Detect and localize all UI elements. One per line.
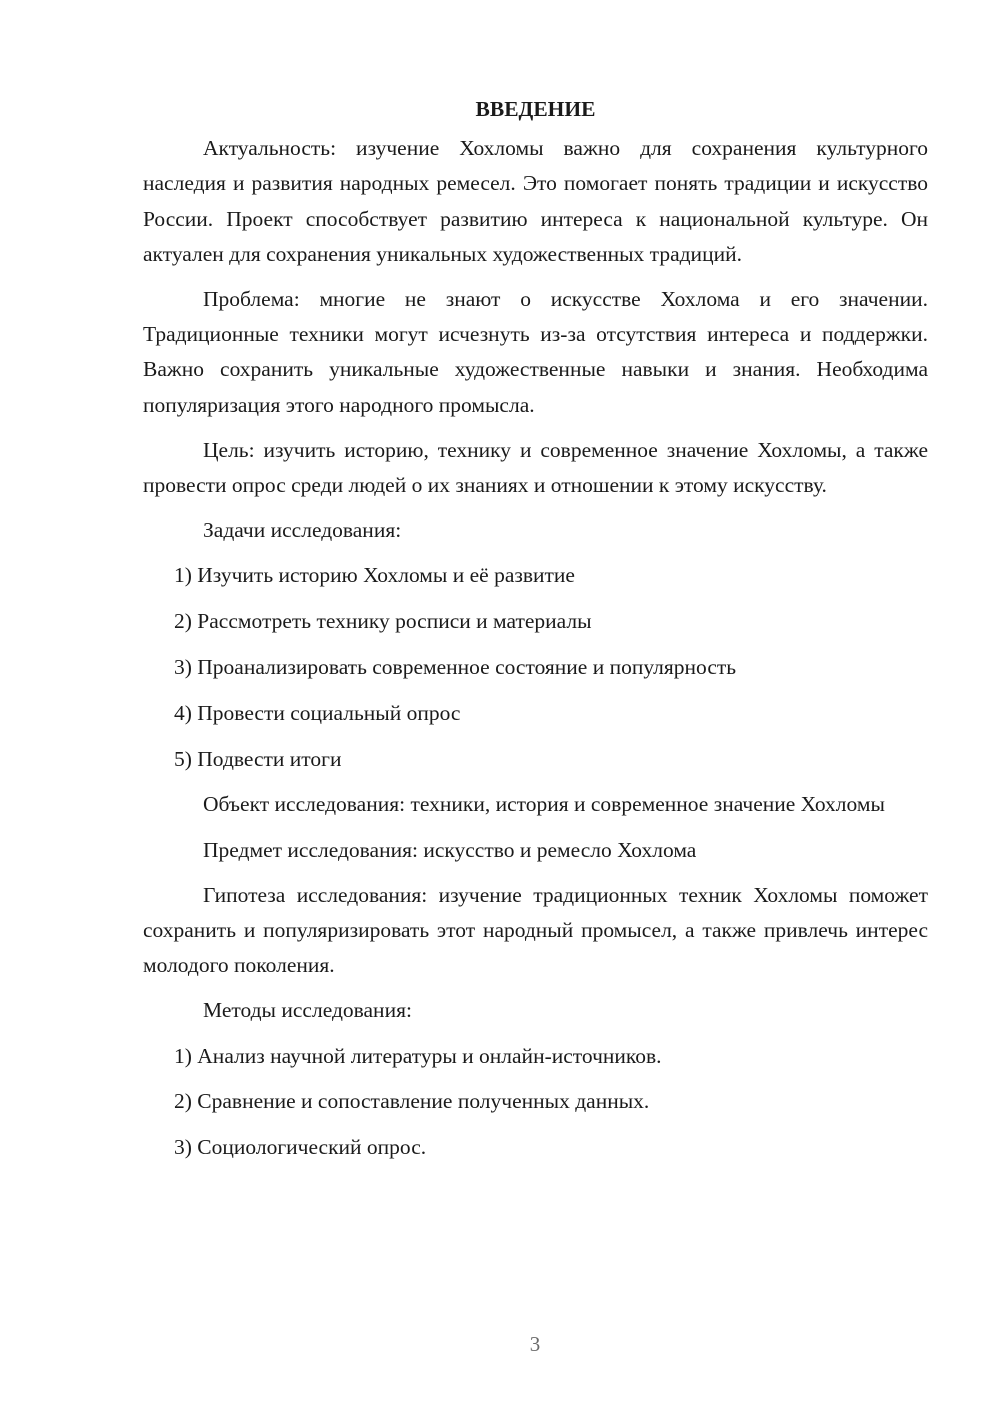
problem-paragraph: Проблема: многие не знают о искусстве Хохлома и его значении. Традиционные техники могут исчезнуть из-за отсутствия интереса и поддержки. Важно сохранить уникальные художественные навыки и знания. Необходима популяризация этого народного промысла. — [143, 287, 928, 417]
list-item: 3) Социологический опрос. — [174, 1135, 427, 1160]
goal-paragraph: Цель: изучить историю, технику и современное значение Хохломы, а также провести опрос среди людей о их знаниях и отношении к этому искусству. — [143, 437, 928, 498]
tasks-list — [143, 558, 928, 776]
list-item: 4) Провести социальный опрос — [174, 700, 461, 725]
list-item: 1) Анализ научной литературы и онлайн-источников. — [174, 1043, 662, 1068]
list-item: 5) Подвести итоги — [174, 746, 342, 771]
list-item: 1) Изучить историю Хохломы и её развитие — [174, 563, 575, 588]
list-item: 3) Проанализировать современное состояние и популярность — [174, 655, 737, 680]
page-number: 3 — [529, 1332, 541, 1356]
relevance-paragraph: Актуальность: изучение Хохломы важно для сохранения культурного наследия и развития народных ремесел. Это помогает понять традиции и искусство России. Проект способствует развитию интереса к национальной культуре. Он актуален для сохранения уникальных художественных традиций. — [143, 136, 928, 266]
tasks-heading: Задачи исследования: — [203, 518, 402, 543]
hypothesis-paragraph: Гипотеза исследования: изучение традиционных техник Хохломы поможет сохранить и популяризировать этот народный промысел, а также привлечь интерес молодого поколения. — [143, 882, 928, 978]
subject-paragraph: Предмет исследования: искусство и ремесло Хохлома — [203, 837, 697, 862]
methods-list — [143, 1039, 928, 1166]
methods-heading: Методы исследования: — [203, 998, 412, 1023]
list-item: 2) Сравнение и сопоставление полученных данных. — [174, 1089, 650, 1114]
list-item: 2) Рассмотреть технику росписи и материалы — [174, 609, 592, 634]
object-paragraph: Объект исследования: техники, история и современное значение Хохломы — [203, 792, 885, 817]
section-title: ВВЕДЕНИЕ — [475, 97, 596, 121]
document-page — [143, 92, 928, 1176]
